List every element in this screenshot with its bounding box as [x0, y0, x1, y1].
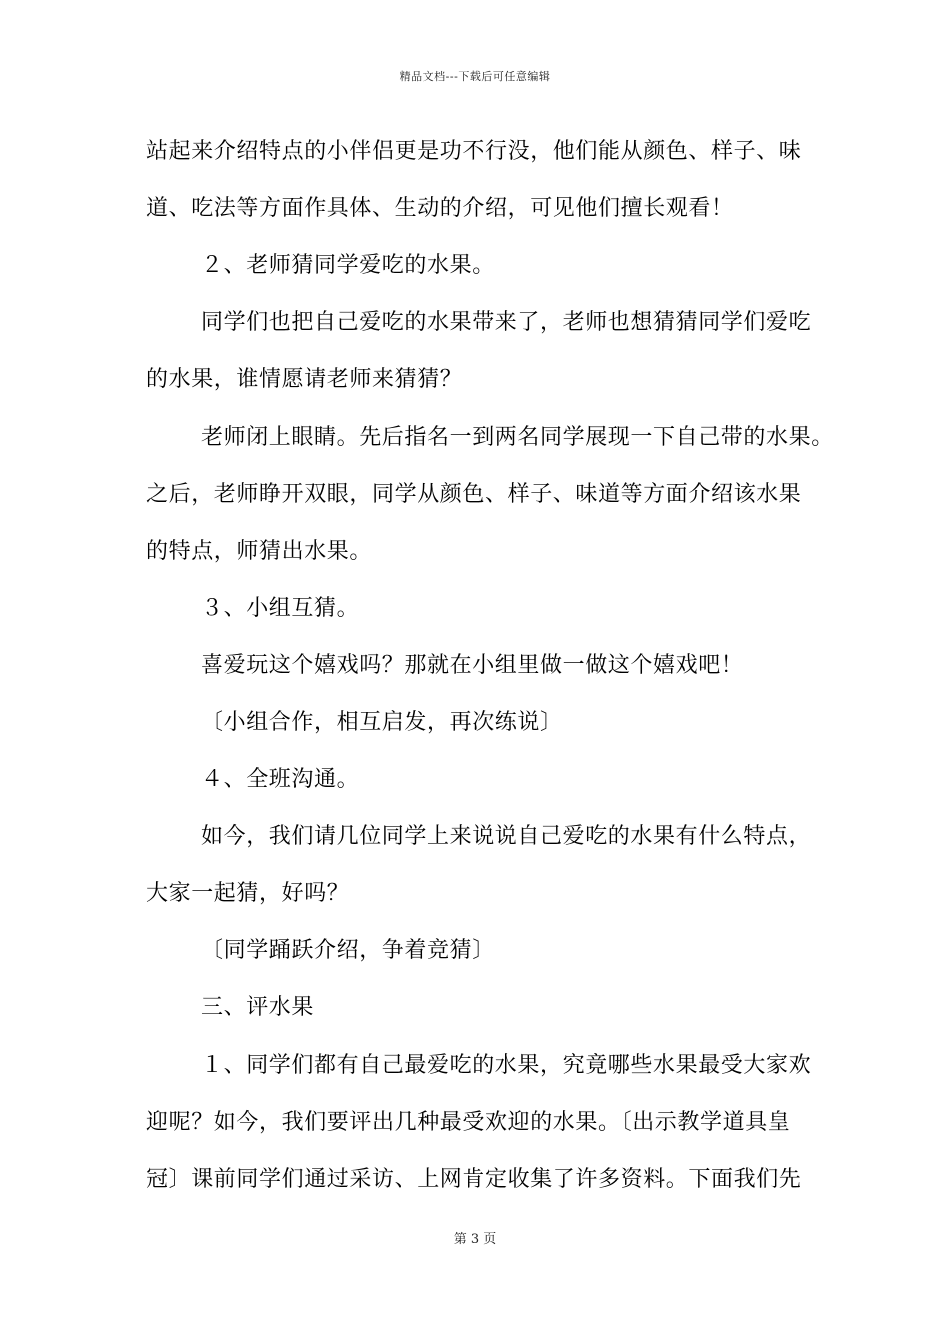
- body-line-17: １、同学们都有自己最爱吃的水果，究竟哪些水果最受大家欢: [201, 1053, 812, 1078]
- body-line-19: 冠〕课前同学们通过采访、上网肯定收集了许多资料。下面我们先: [146, 1167, 802, 1192]
- body-line-11: 〔小组合作，相互启发，再次练说〕: [201, 710, 563, 735]
- body-line-5: 的水果，谁情愿请老师来猜猜？: [146, 367, 463, 392]
- body-line-10: 喜爱玩这个嬉戏吗？那就在小组里做一做这个嬉戏吧！: [201, 653, 744, 678]
- body-line-14: 大家一起猜，好吗？: [146, 881, 350, 906]
- body-line-6: 老师闭上眼睛。先后指名一到两名同学展现一下自己带的水果。: [201, 425, 834, 450]
- body-line-4: 同学们也把自己爱吃的水果带来了，老师也想猜猜同学们爱吃: [201, 310, 812, 335]
- page-header: 精品文档---下载后可任意编辑: [399, 70, 551, 83]
- body-line-3: ２、老师猜同学爱吃的水果。: [201, 253, 495, 278]
- body-line-13: 如今，我们请几位同学上来说说自己爱吃的水果有什么特点，: [201, 824, 812, 849]
- page-number: 第 3 页: [453, 1232, 497, 1247]
- body-line-8: 的特点，师猜出水果。: [146, 539, 373, 564]
- body-line-2: 道、吃法等方面作具体、生动的介绍，可见他们擅长观看！: [146, 196, 734, 221]
- body-line-18: 迎呢？如今，我们要评出几种最受欢迎的水果。〔出示教学道具皇: [146, 1110, 791, 1135]
- body-line-12: ４、全班沟通。: [201, 767, 360, 792]
- body-line-9: ３、小组互猜。: [201, 596, 360, 621]
- body-line-1: 站起来介绍特点的小伴侣更是功不行没，他们能从颜色、样子、味: [146, 139, 802, 164]
- body-line-16: 三、评水果: [201, 995, 315, 1020]
- body-line-15: 〔同学踊跃介绍，争着竞猜〕: [201, 938, 495, 963]
- body-line-7: 之后，老师睁开双眼，同学从颜色、样子、味道等方面介绍该水果: [146, 482, 802, 507]
